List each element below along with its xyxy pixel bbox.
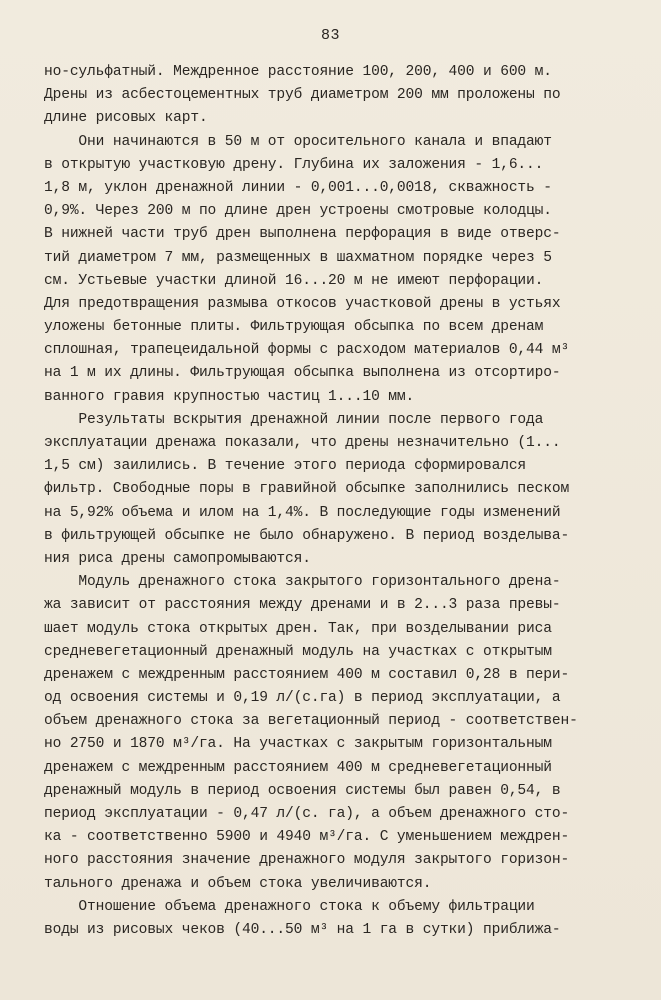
body-text [44,61,624,942]
text-line: на 1 м их длины. Фильтрующая обсыпка выполнена из отсортиро- [44,365,561,382]
text-line: Отношение объема дренажного стока к объему фильтрации [44,898,535,915]
text-line: в открытую участковую дрену. Глубина их заложения - 1,6... [44,156,544,173]
text-line: но 2750 и 1870 м³/га. На участках с закрытым горизонтальным [44,736,552,753]
text-line: тального дренажа и объем стока увеличиваются. [44,875,432,892]
page-number: 83 [320,27,340,44]
text-line: В нижней части труб дрен выполнена перфорация в виде отверс- [44,226,561,243]
text-line: длине рисовых карт. [44,110,208,127]
text-line: 0,9%. Через 200 м по длине дрен устроены смотровые колодцы. [44,203,552,220]
text-line: эксплуатации дренажа показали, что дрены незначительно (1... [44,435,561,451]
text-line: тий диаметром 7 мм, размещенных в шахматном порядке через 5 [44,249,552,266]
text-line: 1,5 см) заилились. В течение этого периода сформировался [44,458,527,475]
text-line: на 5,92% объема и илом на 1,4%. В последующие годы изменений [44,504,561,521]
text-line: но-сульфатный. Междренное расстояние 100, 200, 400 и 600 м. [44,64,552,80]
text-line: воды из рисовых чеков (40...50 м³ на 1 га в сутки) приближа- [44,921,561,938]
text-line: дренажный модуль в период освоения системы был равен 0,54, в [44,782,561,799]
text-line: ванного гравия крупностью частиц 1...10 мм. [44,388,415,405]
text-line: ка - соответственно 5900 и 4940 м³/га. С уменьшением междрен- [44,829,570,846]
text-line: фильтр. Свободные поры в гравийной обсыпке заполнились песком [44,481,570,498]
text-line: Дрены из асбестоцементных труб диаметром 200 мм проложены по [44,87,561,104]
text-line: од освоения системы и 0,19 л/(с.га) в период эксплуатации, а [44,690,561,707]
text-line: Они начинаются в 50 м от оросительного канала и впадают [44,133,552,150]
text-line: Для предотвращения размыва откосов участковой дрены в устьях [44,295,561,312]
text-line: уложены бетонные плиты. Фильтрующая обсыпка по всем дренам [44,319,544,336]
text-line: жа зависит от расстояния между дренами и в 2...3 раза превы- [44,597,561,614]
text-line: см. Устьевые участки длиной 16...20 м не имеют перфорации. [44,272,544,289]
text-line: Результаты вскрытия дренажной линии после первого года [44,411,544,428]
text-line: дренажем с междренным расстоянием 400 м средневегетационный [44,759,552,776]
text-line: шает модуль стока открытых дрен. Так, при возделывании риса [44,620,552,637]
text-line: в фильтрующей обсыпке не было обнаружено. В период возделыва- [44,527,570,544]
text-line: средневегетационный дренажный модуль на участках с открытым [44,643,552,660]
text-line: объем дренажного стока за вегетационный период - соответствен- [44,713,578,730]
text-line: ного расстояния значение дренажного модуля закрытого горизон- [44,852,570,869]
text-line: Модуль дренажного стока закрытого горизонтального дрена- [44,574,561,591]
text-line: 1,8 м, уклон дренажной линии - 0,001...0,0018, скважность - [44,179,552,196]
text-line: период эксплуатации - 0,47 л/(с. га), а объем дренажного сто- [44,806,570,822]
text-line: дренажем с междренным расстоянием 400 м составил 0,28 в пери- [44,666,570,683]
text-line: ния риса дрены самопромываются. [44,550,311,567]
text-line: сплошная, трапецеидальной формы с расходом материалов 0,44 м³ [44,342,570,359]
